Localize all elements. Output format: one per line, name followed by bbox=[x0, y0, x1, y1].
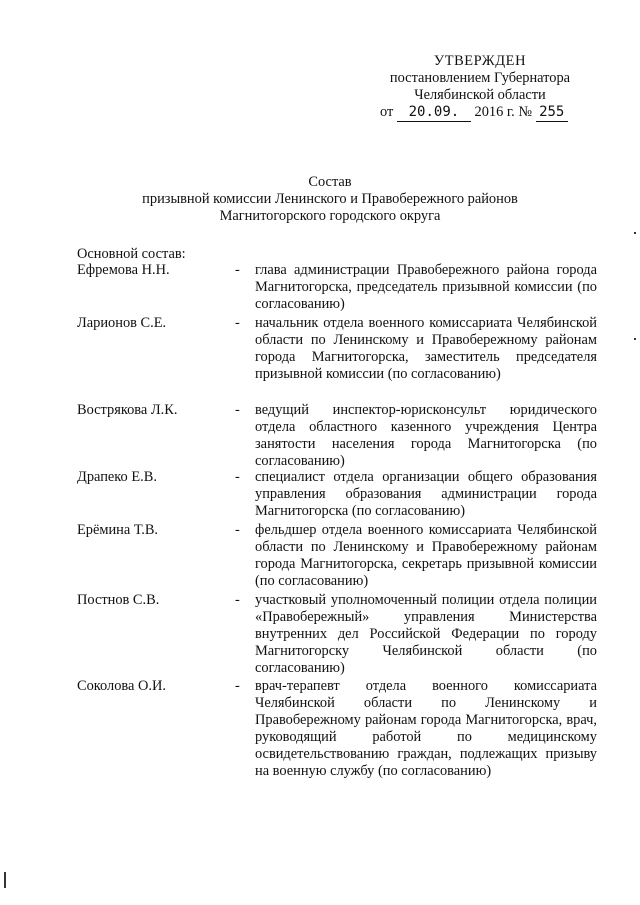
member-dash: - bbox=[235, 678, 240, 694]
member-dash: - bbox=[235, 315, 240, 331]
member-dash: - bbox=[235, 262, 240, 278]
member-name: Ефремова Н.Н. bbox=[77, 262, 170, 278]
title-line-2: призывной комиссии Ленинского и Правобережного районов bbox=[142, 191, 518, 207]
member-role: фельдшер отдела военного комиссариата Челябинской области по Ленинскому и Правобережному районам города Магнитогорска, секретарь призывной комиссии (по согласованию) bbox=[255, 522, 597, 589]
member-dash: - bbox=[235, 469, 240, 485]
approval-block bbox=[380, 53, 580, 122]
scan-artifact bbox=[4, 872, 6, 888]
member-role: специалист отдела организации общего образования управления образования администрации города Магнитогорска (по согласованию) bbox=[255, 469, 597, 519]
approval-line-1: постановлением Губернатора bbox=[389, 70, 571, 86]
member-dash: - bbox=[235, 592, 240, 608]
document-title bbox=[60, 174, 600, 225]
title-line-3: Магнитогорского городского округа bbox=[219, 208, 441, 224]
member-name: Драпеко Е.В. bbox=[77, 469, 157, 485]
member-role: начальник отдела военного комиссариата Челябинской области по Ленинскому и Правобережному районам города Магнитогорска, заместитель председателя призывной комиссии (по согласованию) bbox=[255, 315, 597, 382]
date-prefix: от bbox=[380, 104, 394, 120]
member-name: Вострякова Л.К. bbox=[77, 402, 178, 418]
member-dash: - bbox=[235, 522, 240, 538]
member-role: участковый уполномоченный полиции отдела полиции «Правобережный» управления Министерства внутренних дел Российской Федерации по городу Магнитогорску Челябинской области (по согласованию) bbox=[255, 592, 597, 676]
member-name: Ларионов С.Е. bbox=[77, 315, 167, 331]
member-dash: - bbox=[235, 402, 240, 418]
approval-line-2: Челябинской области bbox=[414, 87, 546, 103]
decree-number: 255 bbox=[536, 104, 568, 122]
date-value: 20.09. bbox=[397, 104, 471, 122]
member-role: ведущий инспектор-юрисконсульт юридического отдела областного казенного учреждения Центра занятости населения города Магнитогорска (по согласованию) bbox=[255, 402, 597, 469]
member-role: глава администрации Правобережного района города Магнитогорска, председатель призывной комиссии (по согласованию) bbox=[255, 262, 597, 312]
section-label: Основной состав: bbox=[77, 246, 186, 262]
member-name: Ерёмина Т.В. bbox=[77, 522, 159, 538]
date-year: 2016 г. № bbox=[474, 104, 533, 120]
title-line-1: Состав bbox=[308, 174, 352, 190]
approval-date-line bbox=[380, 104, 580, 122]
member-role: врач-терапевт отдела военного комиссариата Челябинской области по Ленинскому и Правобережному районам города Магнитогорска, врач, руководящий работой по медицинскому освидетельствованию граждан, подлежащих призыву на военную службу (по согласованию) bbox=[255, 678, 597, 779]
member-name: Постнов С.В. bbox=[77, 592, 160, 608]
approval-heading: УТВЕРЖДЕН bbox=[433, 53, 527, 69]
scan-artifact bbox=[634, 338, 636, 340]
scan-artifact bbox=[634, 232, 636, 234]
member-name: Соколова О.И. bbox=[77, 678, 167, 694]
